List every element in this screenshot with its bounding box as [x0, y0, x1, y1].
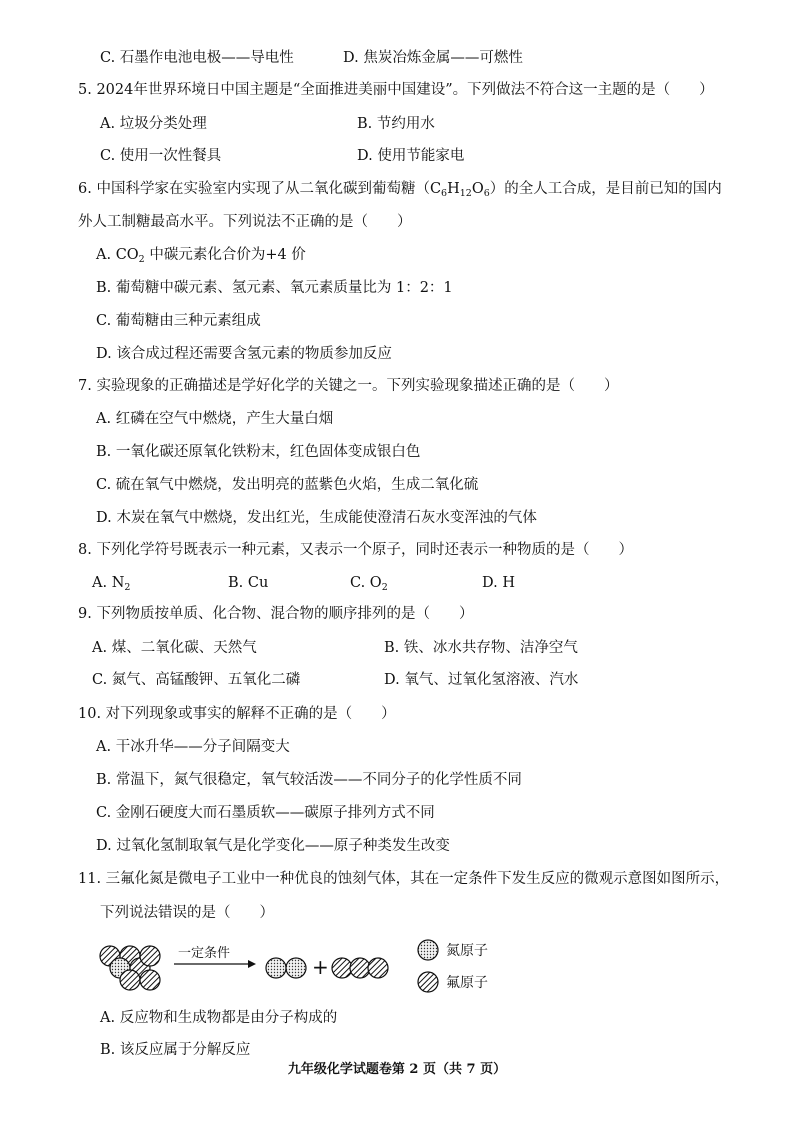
legend-nitrogen-label: 氮原子 — [446, 943, 488, 959]
product-n2-molecule — [266, 958, 306, 978]
formula-sub: 2 — [124, 582, 131, 593]
q6-option-d: D. 该合成过程还需要含氢元素的物质参加反应 — [96, 346, 392, 362]
formula-sub: 6 — [441, 188, 448, 199]
reaction-arrow — [174, 960, 256, 968]
q7-option-b: B. 一氧化碳还原氧化铁粉末，红色固体变成银白色 — [96, 444, 421, 460]
q11-stem-line2: 下列说法错误的是（ ） — [100, 905, 274, 921]
q6-a-before: A. CO — [96, 247, 139, 263]
q6-option-c: C. 葡萄糖由三种元素组成 — [96, 313, 261, 329]
formula-sub: 12 — [459, 188, 472, 199]
page-footer: 九年级化学试题卷第 2 页（共 7 页） — [287, 1062, 507, 1077]
q8-option-d: D. H — [482, 575, 515, 591]
q7-option-c: C. 硫在氧气中燃烧，发出明亮的蓝紫色火焰，生成二氧化硫 — [96, 477, 479, 493]
q6-option-a — [96, 245, 306, 270]
q8-a-text: A. N — [92, 575, 125, 591]
q9-stem: 9. 下列物质按单质、化合物、混合物的顺序排列的是（ ） — [78, 606, 474, 622]
q10-option-c: C. 金刚石硬度大而石墨质软——碳原子排列方式不同 — [96, 805, 435, 821]
q6-option-b: B. 葡萄糖中碳元素、氢元素、氧元素质量比为 1：2：1 — [96, 280, 453, 296]
q5-option-d: D. 使用节能家电 — [357, 148, 465, 164]
formula-sub: 2 — [381, 582, 388, 593]
q10-stem: 10. 对下列现象或事实的解释不正确的是（ ） — [78, 706, 396, 722]
q4-option-d: D. 焦炭冶炼金属——可燃性 — [343, 50, 523, 66]
q9-option-c: C. 氮气、高锰酸钾、五氧化二磷 — [92, 672, 301, 688]
q10-option-b: B. 常温下，氮气很稳定，氧气较活泼——不同分子的化学性质不同 — [96, 772, 522, 788]
formula-sub: 2 — [138, 254, 145, 265]
q10-option-d: D. 过氧化氢制取氧气是化学变化——原子种类发生改变 — [96, 838, 450, 854]
q5-option-a: A. 垃圾分类处理 — [100, 116, 207, 132]
q6-a-after: 中碳元素化合价为+4 价 — [144, 247, 306, 263]
q9-option-a: A. 煤、二氧化碳、天然气 — [92, 640, 257, 656]
q9-option-d: D. 氧气、过氧化氢溶液、汽水 — [384, 672, 579, 688]
q6-stem-before: 6. 中国科学家在实验室内实现了从二氧化碳到葡萄糖（C — [78, 181, 442, 197]
q8-option-c — [350, 573, 388, 598]
q8-option-b: B. Cu — [228, 575, 269, 591]
q7-stem: 7. 实验现象的正确描述是学好化学的关键之一。下列实验现象描述正确的是（ ） — [78, 378, 619, 394]
legend-fluorine — [418, 972, 488, 992]
condition-label: 一定条件 — [178, 946, 231, 961]
q7-option-d: D. 木炭在氧气中燃烧，发出红光，生成能使澄清石灰水变浑浊的气体 — [96, 510, 537, 526]
plus-sign: + — [312, 955, 329, 979]
q11-stem: 11. 三氟化氮是微电子工业中一种优良的蚀刻气体，其在一定条件下发生反应的微观示意图如图所示， — [78, 871, 730, 887]
product-f2-molecules — [332, 958, 388, 978]
q11-option-a: A. 反应物和生成物都是由分子构成的 — [100, 1010, 338, 1026]
legend-fluorine-label: 氟原子 — [446, 975, 488, 991]
q5-stem: 5. 2024年世界环境日中国主题是“全面推进美丽中国建设”。下列做法不符合这一主题的是（ ） — [78, 82, 714, 98]
formula-sub: 6 — [483, 188, 490, 199]
legend-nitrogen — [418, 940, 488, 960]
q7-option-a: A. 红磷在空气中燃烧，产生大量白烟 — [96, 411, 334, 427]
q5-option-b: B. 节约用水 — [357, 116, 435, 132]
q8-c-text: C. O — [350, 575, 382, 591]
q6-stem: 6. 中国科学家在实验室内实现了从二氧化碳到葡萄糖$(C_6H_{12}O_6)$的全人工合成，是目前已知的国内 — [78, 181, 722, 199]
reaction-microscopic-diagram — [96, 932, 616, 1008]
q6-stem-after: ）的全人工合成，是目前已知的国内 — [489, 181, 722, 197]
q4-option-c: C. 石墨作电池电极——导电性 — [100, 50, 294, 66]
q9-option-b: B. 铁、冰水共存物、洁净空气 — [384, 640, 578, 656]
q5-option-c: C. 使用一次性餐具 — [100, 148, 222, 164]
q10-option-a: A. 干冰升华——分子间隔变大 — [96, 739, 290, 755]
q8-option-a — [92, 573, 130, 598]
q8-stem: 8. 下列化学符号既表示一种元素，又表示一个原子，同时还表示一种物质的是（ ） — [78, 542, 633, 558]
q11-option-b: B. 该反应属于分解反应 — [100, 1042, 251, 1058]
q6-stem-line2: 外人工制糖最高水平。下列说法不正确的是（ ） — [78, 214, 412, 230]
reactant-nf3-molecules — [100, 946, 160, 990]
reaction-svg — [96, 932, 616, 1008]
